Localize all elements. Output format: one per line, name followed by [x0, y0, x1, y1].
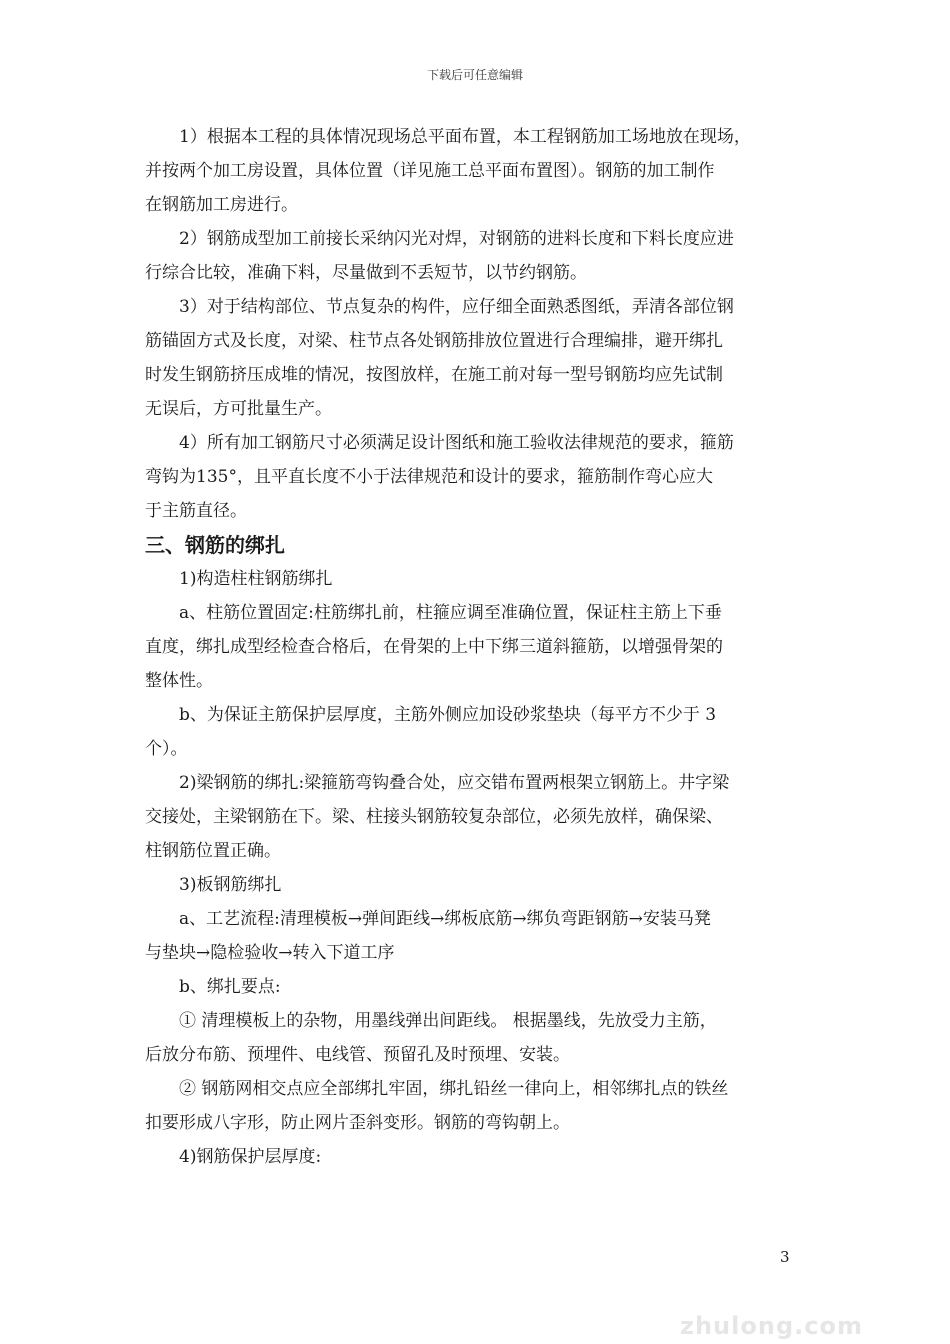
- paragraph-2-line-1: 2）钢筋成型加工前接长采纳闪光对焊，对钢筋的进料长度和下料长度应进: [179, 229, 734, 249]
- paragraph-6-line-2: 个）。: [145, 739, 188, 759]
- paragraph-6-line-1: b、为保证主筋保护层厚度，主筋外侧应加设砂浆垫块（每平方不少于 3: [179, 705, 717, 725]
- subheading-column-rebar: 1)构造柱柱钢筋绑扎: [179, 569, 333, 589]
- paragraph-4-line-2: 弯钩为135°，且平直长度不小于法律规范和设计的要求，箍筋制作弯心应大: [145, 467, 713, 487]
- page-header: 下载后可任意编辑: [426, 68, 523, 82]
- document-body: [145, 120, 815, 1174]
- watermark: zhulong.com: [680, 1312, 863, 1340]
- paragraph-10-line-1: ② 钢筋网相交点应全部绑扎牢固，绑扎铅丝一律向上，相邻绑扎点的铁丝: [179, 1079, 729, 1099]
- paragraph-3-line-2: 筋锚固方式及长度，对梁、柱节点各处钢筋排放位置进行合理编排，避开绑扎: [145, 331, 723, 351]
- paragraph-5-line-3: 整体性。: [145, 671, 213, 691]
- paragraph-7-line-3: 柱钢筋位置正确。: [145, 841, 281, 861]
- paragraph-1-line-2: 并按两个加工房设置，具体位置（详见施工总平面布置图）。钢筋的加工制作: [145, 161, 715, 181]
- paragraph-4-line-3: 于主筋直径。: [145, 501, 247, 521]
- paragraph-4-line-1: 4）所有加工钢筋尺寸必须满足设计图纸和施工验收法律规范的要求，箍筋: [179, 433, 734, 453]
- subheading-cover-thickness: 4)钢筋保护层厚度:: [179, 1147, 322, 1167]
- paragraph-7-line-2: 交接处，主梁钢筋在下。梁、柱接头钢筋较复杂部位，必须先放样，确保梁、: [145, 807, 723, 827]
- paragraph-9-line-2: 后放分布筋、预埋件、电线管、预留孔及时预埋、安装。: [145, 1045, 570, 1065]
- paragraph-3-line-1: 3）对于结构部位、节点复杂的构件，应仔细全面熟悉图纸，弄清各部位钢: [179, 297, 734, 317]
- paragraph-3-line-4: 无误后，方可批量生产。: [145, 399, 332, 419]
- paragraph-5-line-2: 直度，绑扎成型经检查合格后，在骨架的上中下绑三道斜箍筋，以增强骨架的: [145, 637, 723, 657]
- subheading-slab-rebar: 3)板钢筋绑扎: [179, 875, 282, 895]
- paragraph-9-line-1: ① 清理模板上的杂物，用墨线弹出间距线。 根据墨线，先放受力主筋，: [179, 1011, 717, 1031]
- paragraph-1-line-3: 在钢筋加工房进行。: [145, 195, 298, 215]
- paragraph-3-line-3: 时发生钢筋挤压成堆的情况，按图放样，在施工前对每一型号钢筋均应先试制: [145, 365, 723, 385]
- paragraph-1-line-1: 1）根据本工程的具体情况现场总平面布置，本工程钢筋加工场地放在现场，: [179, 127, 751, 147]
- paragraph-10-line-2: 扣要形成八字形，防止网片歪斜变形。钢筋的弯钩朝上。: [145, 1113, 570, 1133]
- paragraph-5-line-1: a、柱筋位置固定:柱筋绑扎前，柱箍应调至准确位置，保证柱主筋上下垂: [179, 603, 722, 623]
- subheading-binding-points: b、绑扎要点:: [179, 977, 281, 997]
- page-number: 3: [780, 1248, 790, 1266]
- paragraph-8-line-1: a、工艺流程:清理模板→弹间距线→绑板底筋→绑负弯距钢筋→安装马凳: [179, 909, 711, 929]
- paragraph-8-line-2: 与垫块→隐检验收→转入下道工序: [145, 943, 395, 963]
- section-heading: 三、钢筋的绑扎: [145, 533, 285, 557]
- paragraph-7-line-1: 2)梁钢筋的绑扎:梁箍筋弯钩叠合处，应交错布置两根架立钢筋上。井字梁: [179, 773, 730, 793]
- paragraph-2-line-2: 行综合比较，准确下料，尽量做到不丢短节，以节约钢筋。: [145, 263, 587, 283]
